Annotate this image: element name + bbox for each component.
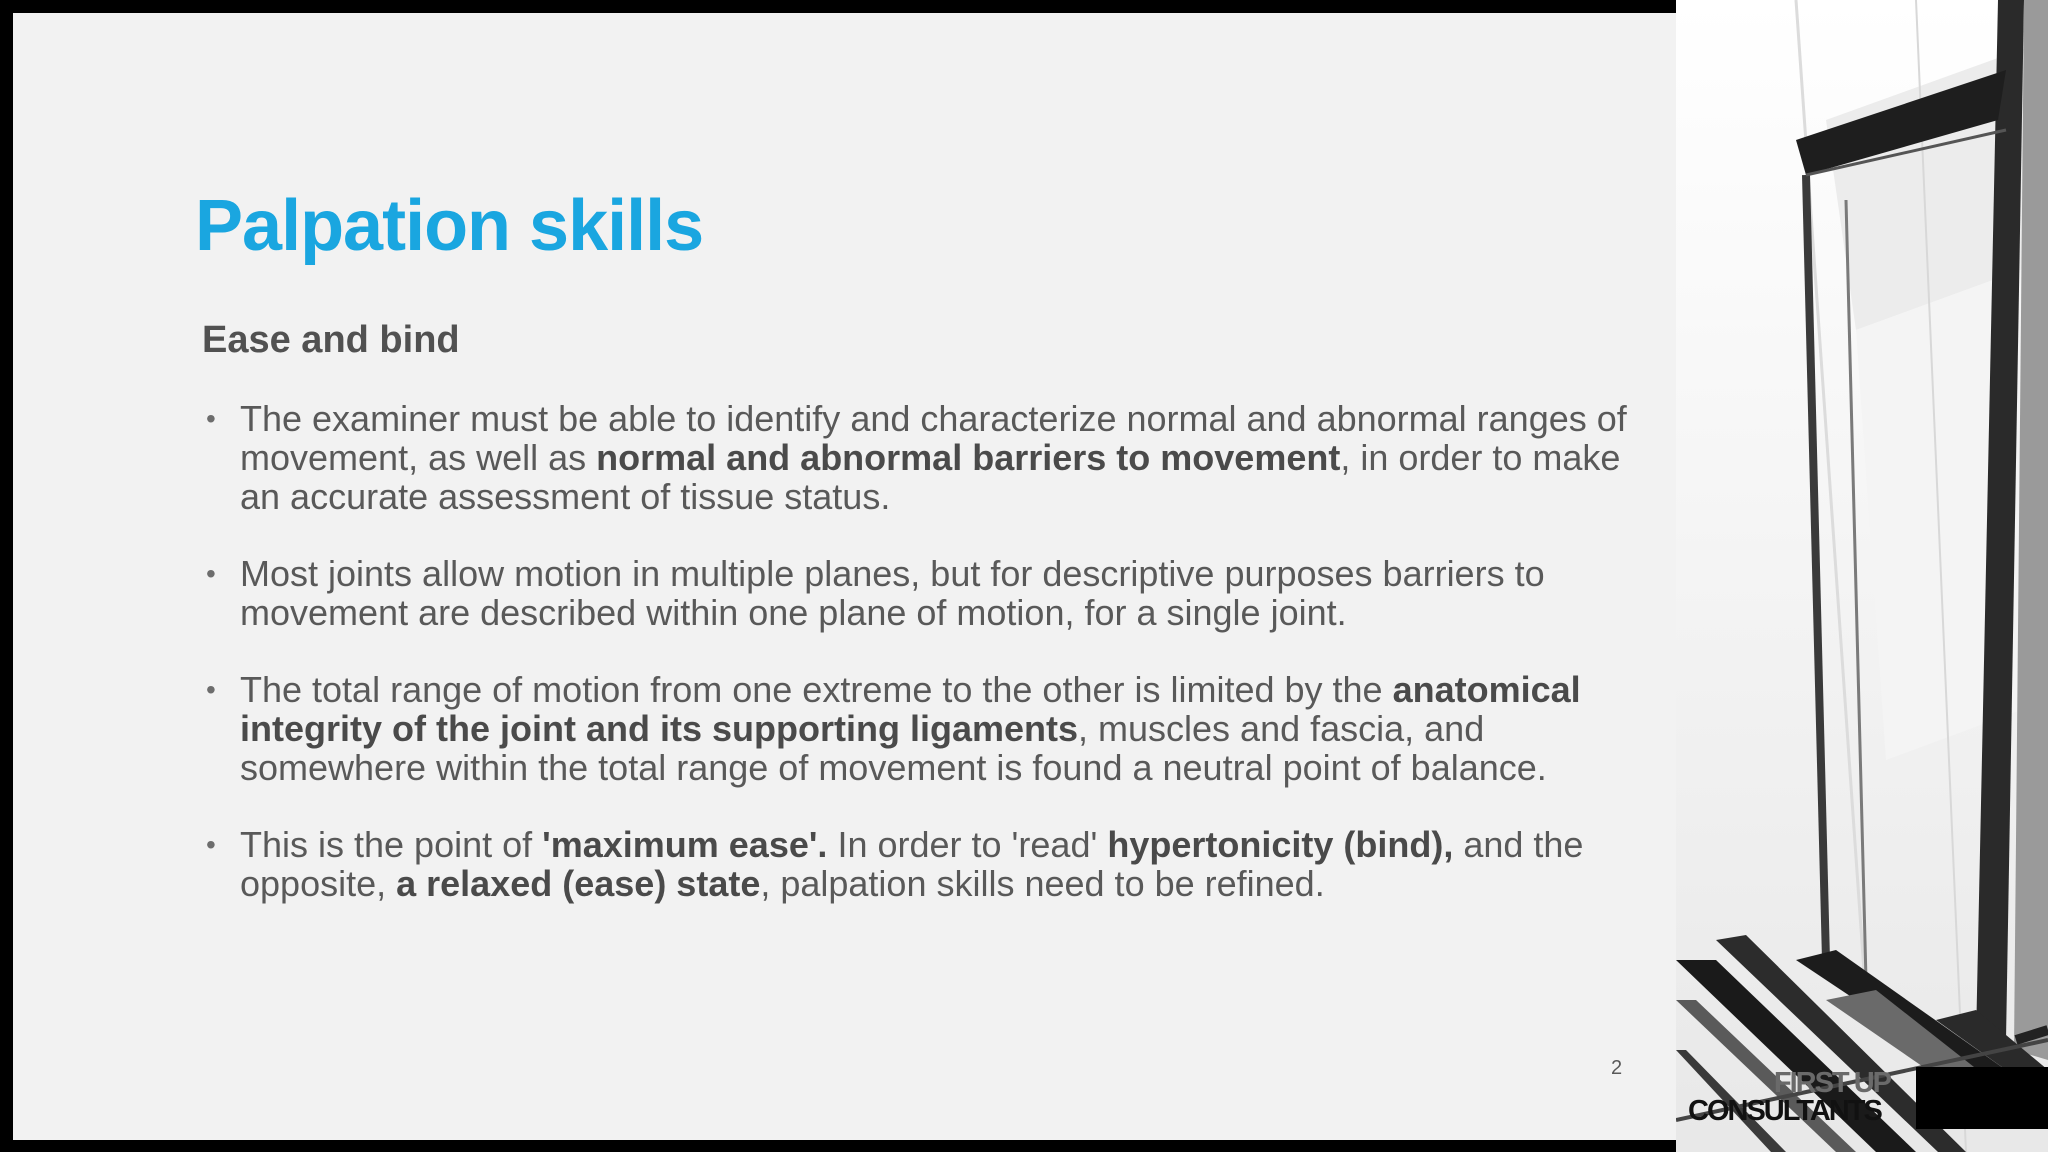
window-frame-illustration [1676,0,2048,1152]
bullet-text: This is the point of 'maximum ease'. In order to 'read' hypertonicity (bind), and the opposite, a relaxed (ease) state, palpation skills need to be refined. [240,824,1584,904]
bullet-item [202,670,1642,787]
bullet-text: Most joints allow motion in multiple planes, but for descriptive purposes barriers to movement are described within one plane of motion, for a single joint. [240,553,1545,633]
bullet-dot-icon: • [206,674,216,705]
bullet-dot-icon: • [206,403,216,434]
company-logo [1688,1067,1928,1127]
slide [13,13,1676,1140]
logo-line-consultants: CONSULTANTS [1688,1095,1881,1127]
bullet-text: The total range of motion from one extreme to the other is limited by the anatomical integrity of the joint and its supporting ligaments, muscles and fascia, and somewhere within the total range of movement is found a neutral point of balance. [240,669,1581,788]
bullet-item [202,399,1642,516]
bullet-item [202,825,1642,903]
logo-line-first-up: FIRST UP [1773,1067,1890,1099]
bullet-list [202,399,1642,941]
bullet-dot-icon: • [206,558,216,589]
slide-title: Palpation skills [195,186,704,266]
bullet-text: The examiner must be able to identify and characterize normal and abnormal ranges of movement, as well as normal and abnormal barriers to movement, in order to make an accurate assessment of tissue status. [240,398,1627,517]
bullet-item [202,554,1642,632]
page-number: 2 [1611,1057,1623,1079]
window-photo [1676,0,2048,1152]
logo-black-block [1916,1067,2048,1129]
bullet-dot-icon: • [206,829,216,860]
slide-subtitle: Ease and bind [202,319,460,361]
